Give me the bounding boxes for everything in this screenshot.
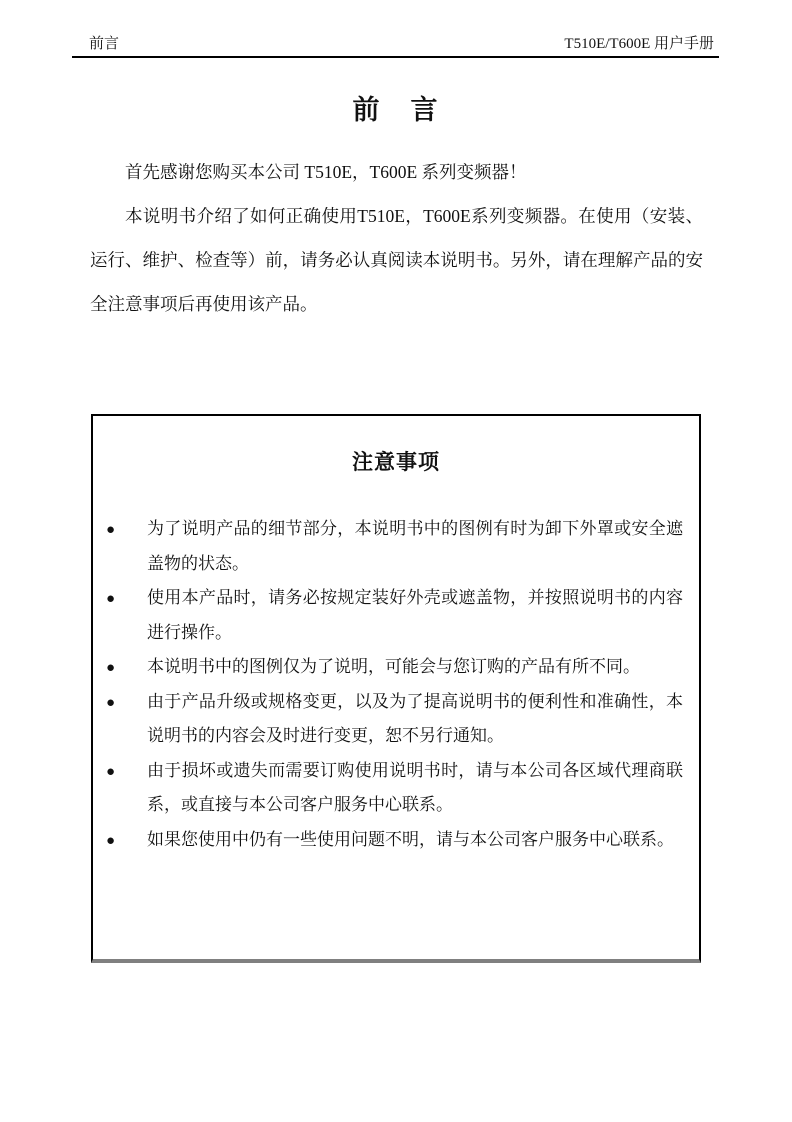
notice-list-item: [93, 650, 699, 685]
notice-list-item: [93, 512, 699, 581]
intro-paragraphs: [90, 150, 703, 326]
notice-item-text: 为了说明产品的细节部分，本说明书中的图例有时为卸下外罩或安全遮盖物的状态。: [147, 519, 683, 573]
notice-item-text: 如果您使用中仍有一些使用问题不明，请与本公司客户服务中心联系。: [147, 829, 674, 849]
paragraph-thanks: 首先感谢您购买本公司 T510E，T600E 系列变频器！: [125, 162, 527, 182]
paragraph-usage: 本说明书介绍了如何正确使用T510E，T600E系列变频器。在使用（安装、运行、维护、检查等）前，请务必认真阅读本说明书。另外，请在理解产品的安全注意事项后再使用该产品。: [90, 206, 703, 314]
header-section-label: 前言: [89, 36, 120, 52]
page-header: [72, 33, 719, 58]
bullet-icon: ●: [106, 522, 116, 538]
notice-box: [91, 414, 701, 963]
bullet-icon: ●: [106, 832, 116, 849]
notice-list-item: [93, 823, 699, 858]
bullet-icon: ●: [106, 660, 116, 676]
notice-item-text: 由于损坏或遗失而需要订购使用说明书时，请与本公司各区域代理商联系，或直接与本公司客户服务中心联系。: [147, 760, 683, 814]
notice-list-item: [93, 581, 699, 650]
bullet-icon: ●: [106, 591, 116, 607]
bullet-icon: ●: [106, 763, 116, 780]
notice-item-text: 本说明书中的图例仅为了说明，可能会与您订购的产品有所不同。: [147, 657, 640, 676]
notice-item-text: 由于产品升级或规格变更，以及为了提高说明书的便利性和准确性，本说明书的内容会及时进行变更，恕不另行通知。: [147, 691, 683, 745]
notice-box-title: 注意事项: [352, 450, 440, 474]
notice-list: [93, 512, 699, 857]
header-document-title: T510E/T600E 用户手册: [564, 36, 714, 52]
notice-list-item: [93, 685, 699, 754]
notice-item-text: 使用本产品时，请务必按规定装好外壳或遮盖物，并按照说明书的内容进行操作。: [147, 588, 683, 642]
page-title: 前 言: [352, 95, 440, 125]
notice-list-item: [93, 754, 699, 823]
bullet-icon: ●: [106, 694, 116, 711]
